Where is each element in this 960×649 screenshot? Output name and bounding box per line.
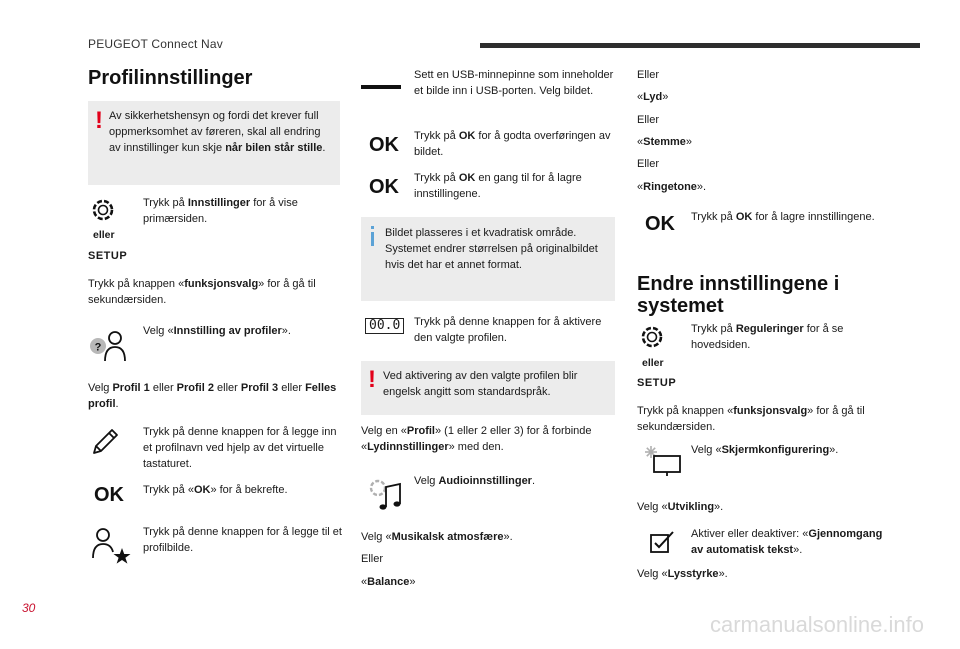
option-lyd: «Lyd» — [637, 91, 669, 103]
step-accept-transfer: Trykk på OK for å godta overføringen av bildet. — [414, 130, 611, 158]
screen-configuration-icon — [642, 444, 682, 478]
step-usb: Sett en USB-minnepinne som inneholder et bilde inn i USB-porten. Velg bildet. — [414, 69, 614, 97]
setup-button-label: SETUP — [637, 377, 677, 389]
warning-text: Av sikkerhetshensyn og fordi det krever full oppmerksomhet av føreren, skal all endring av innstillinger kun skje når bilen står stille. — [109, 110, 326, 154]
step-brightness: Velg «Lysstyrke». — [637, 568, 728, 580]
step-auto-text-scroll: Aktiver eller deaktiver: «Gjennomgang av automatisk tekst». — [691, 528, 883, 556]
page-number: 30 — [22, 601, 36, 615]
profile-picture-icon — [90, 526, 132, 564]
header-title: PEUGEOT Connect Nav — [88, 37, 223, 51]
section-title-system: Endre innstillingene i systemet — [637, 273, 840, 317]
profile-settings-icon — [88, 329, 130, 363]
step-function-select: Trykk på knappen «funksjonsvalg» for å gå til sekundærsiden. — [637, 405, 865, 433]
svg-text:?: ? — [94, 341, 102, 354]
profile-activate-display-icon: 00.0 — [365, 318, 404, 334]
step-audio-settings: Velg Audioinnstillinger. — [414, 475, 536, 487]
step-activate-profile: Trykk på denne knappen for å aktivere den valgte profilen. — [414, 316, 602, 344]
step-settings: Trykk på Innstillinger for å vise primærsiden. — [143, 197, 298, 225]
step-link-sound-settings: Velg en «Profil» (1 eller 2 eller 3) for å forbinde «Lydinnstillinger» med den. — [361, 425, 592, 453]
ok-icon: OK — [369, 134, 399, 156]
step-confirm: Trykk på «OK» for å bekrefte. — [143, 484, 288, 496]
watermark: carmanualsonline.info — [709, 612, 924, 637]
step-regulations: Trykk på Reguleringer for å se hovedsiden. — [691, 323, 844, 351]
section-title-profiles: Profilinnstillinger — [88, 67, 253, 89]
pencil-icon — [90, 425, 120, 457]
info-icon — [371, 226, 374, 229]
setup-button-label: SETUP — [88, 250, 128, 262]
step-save-settings: Trykk på OK for å lagre innstillingene. — [691, 211, 875, 223]
step-function-select: Trykk på knappen «funksjonsvalg» for å gå til sekundærsiden. — [88, 278, 316, 306]
checkbox-icon — [649, 530, 675, 554]
info-text: Bildet plasseres i et kvadratisk område. Systemet endrer størrelsen på originalbildet hvis det har et annet format. — [385, 227, 598, 271]
settings-gear-icon — [88, 195, 118, 225]
step-development: Velg «Utvikling». — [637, 501, 724, 513]
eller-label: eller — [642, 357, 664, 369]
settings-gear-icon — [637, 322, 667, 352]
warning-icon: ! — [368, 366, 376, 393]
warning-text: Ved aktivering av den valgte profilen blir engelsk angitt som standardspråk. — [383, 370, 578, 398]
header-bar — [480, 43, 920, 48]
step-screen-configuration: Velg «Skjermkonfigurering». — [691, 444, 839, 456]
audio-settings-icon — [367, 477, 407, 513]
warning-box — [88, 101, 340, 185]
step-profile-picture: Trykk på denne knappen for å legge til et profilbilde. — [143, 526, 342, 554]
info-box — [361, 217, 615, 301]
step-profiles: Velg «Innstilling av profiler». — [143, 325, 291, 337]
step-profile-name: Trykk på denne knappen for å legge inn et profilnavn ved hjelp av det virtuelle tastaturet. — [143, 426, 337, 470]
warning-box — [361, 361, 615, 415]
option-balance: «Balance» — [361, 576, 416, 588]
ok-icon: OK — [94, 484, 124, 506]
step-choose-profile: Velg Profil 1 eller Profil 2 eller Profil 3 eller Felles profil. — [88, 382, 337, 410]
ok-icon: OK — [645, 213, 675, 235]
eller-text: Eller — [361, 553, 384, 565]
eller-text: Eller — [637, 69, 660, 81]
eller-text: Eller — [637, 158, 660, 170]
step-save: Trykk på OK en gang til for å lagre innstillingene. — [414, 172, 582, 200]
option-ringetone: «Ringetone». — [637, 181, 707, 193]
step-musical-atmosphere: Velg «Musikalsk atmosfære». — [361, 531, 513, 543]
ok-icon: OK — [369, 176, 399, 198]
eller-text: Eller — [637, 114, 660, 126]
usb-slot-icon — [361, 85, 401, 89]
option-stemme: «Stemme» — [637, 136, 693, 148]
warning-icon: ! — [95, 107, 103, 134]
eller-label: eller — [93, 229, 115, 241]
